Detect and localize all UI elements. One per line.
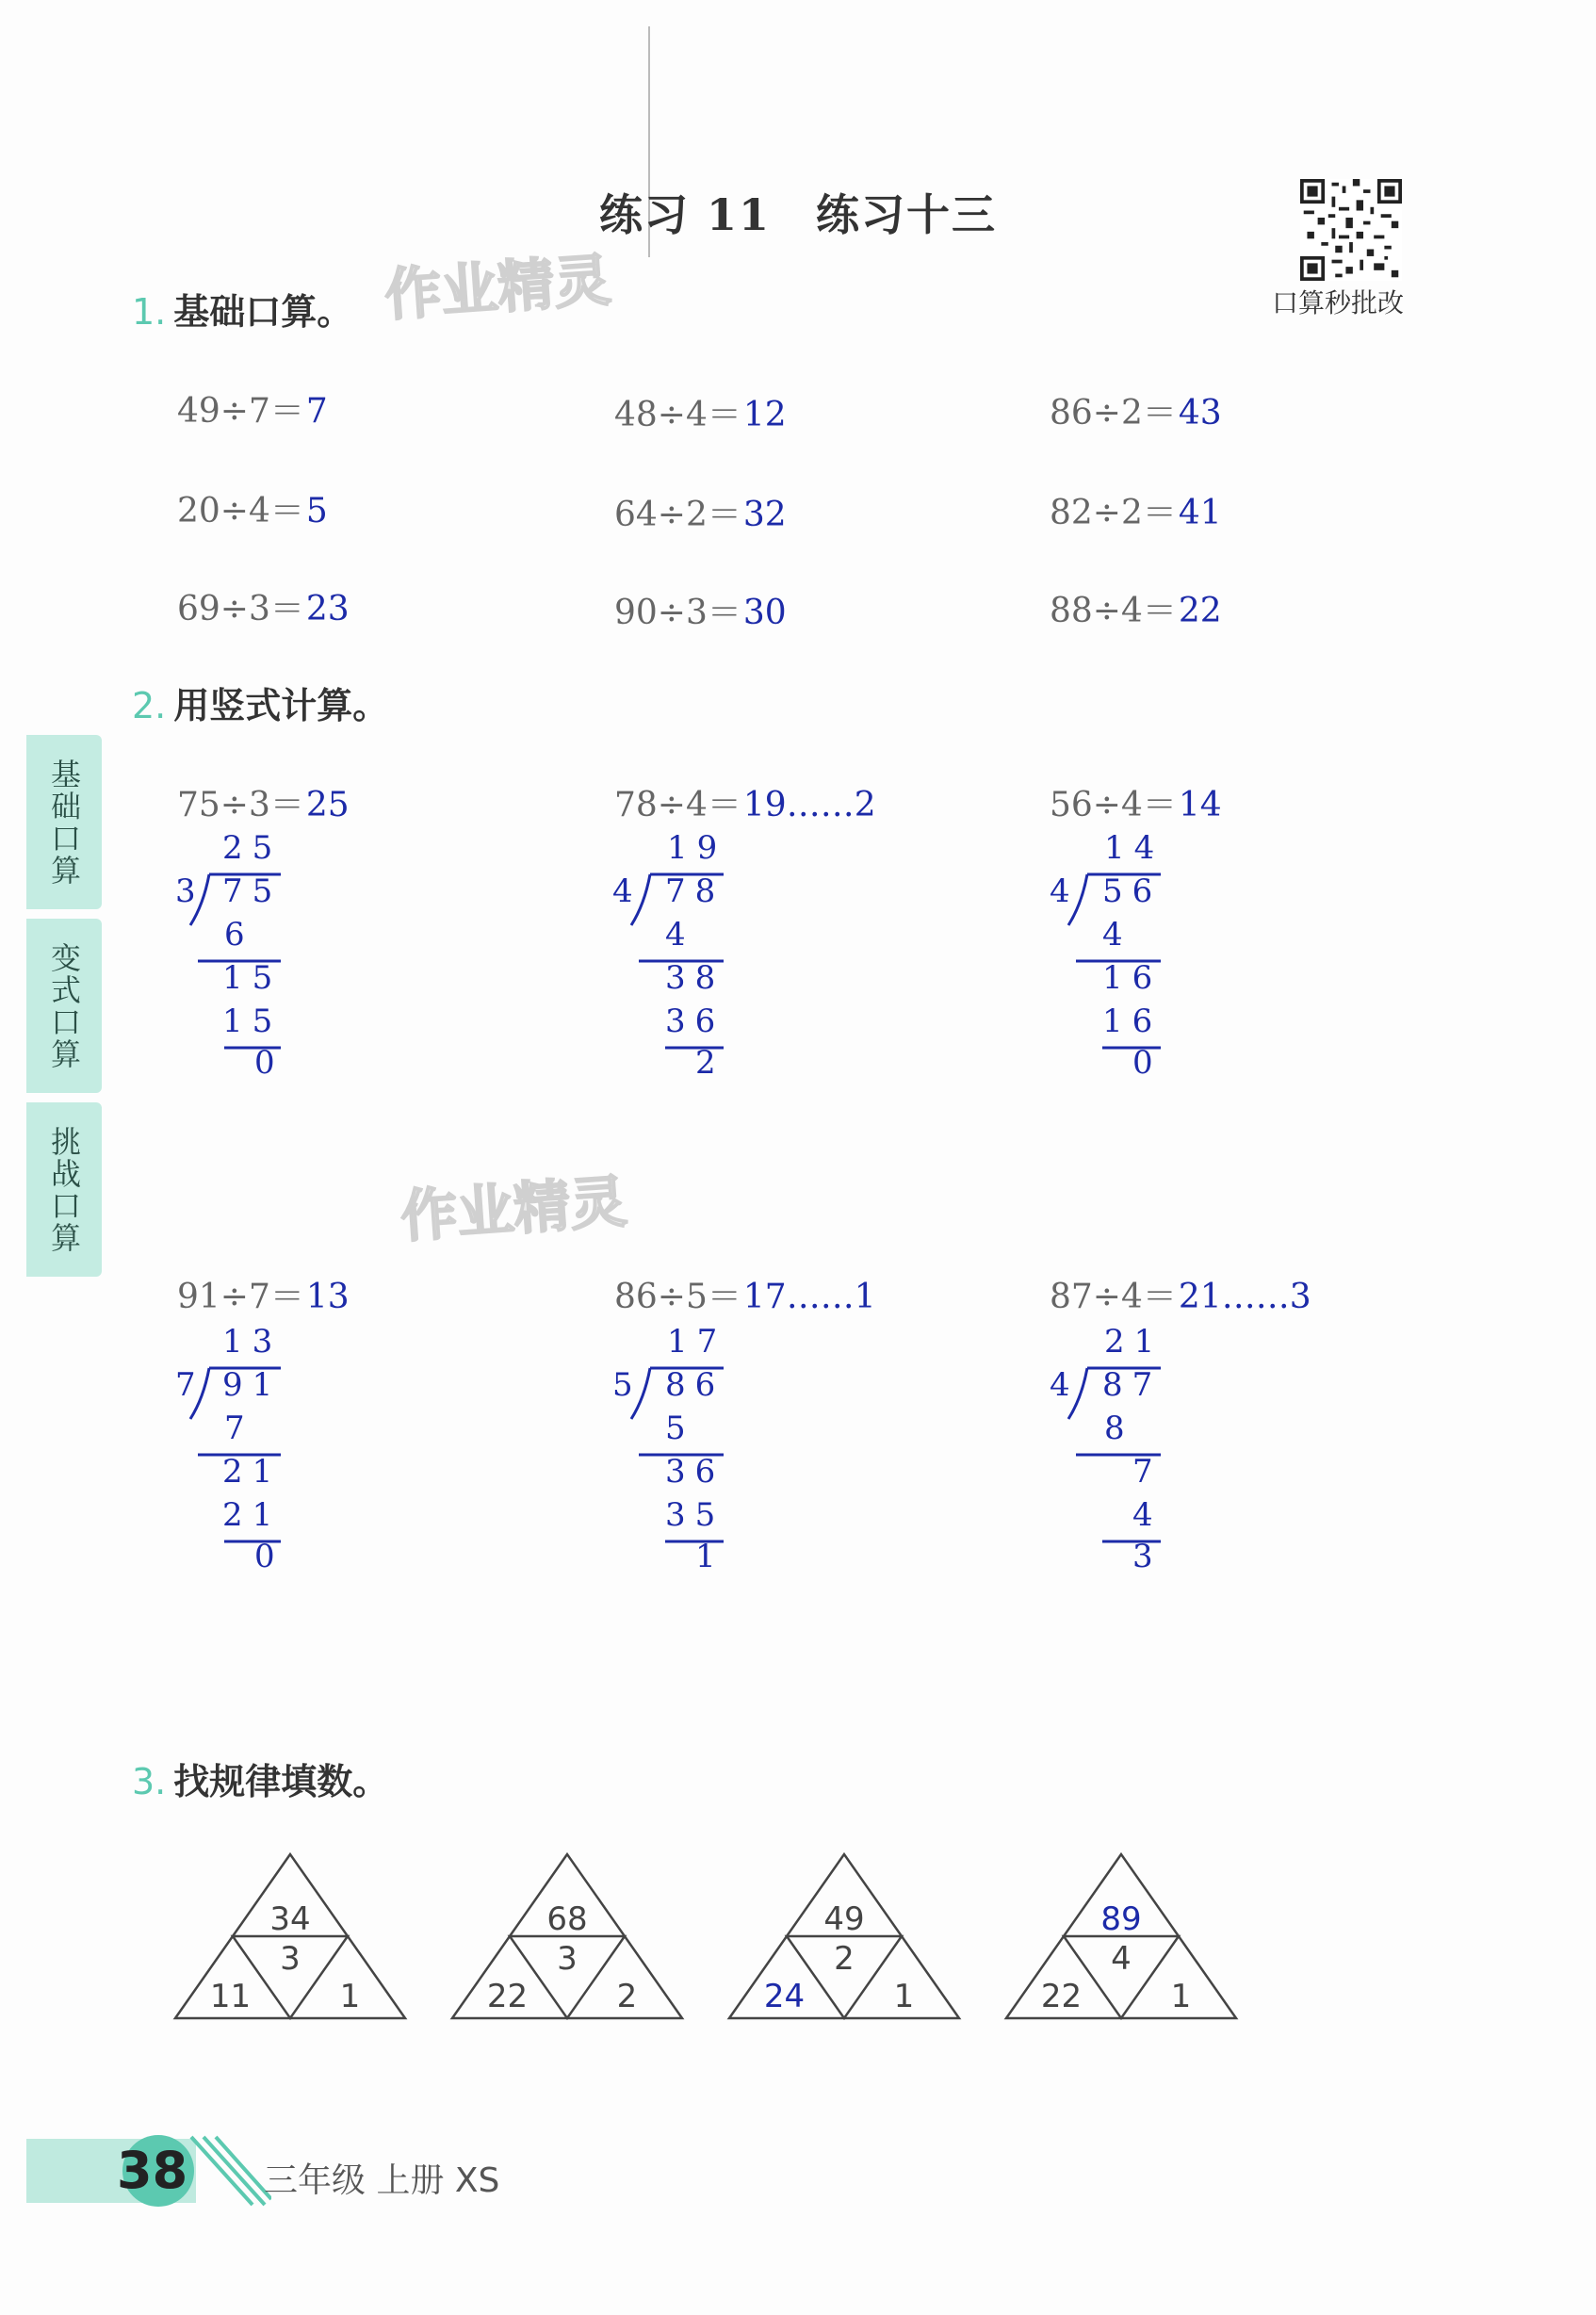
quotient: 14 bbox=[1104, 829, 1164, 867]
division-bracket bbox=[1050, 867, 1295, 1093]
tab-challenge[interactable]: 挑战口算 bbox=[26, 1102, 102, 1277]
remainder: 0 bbox=[1132, 1044, 1163, 1082]
section-title: 用竖式计算。 bbox=[173, 685, 389, 726]
watermark: 作业精灵 bbox=[383, 247, 613, 330]
triangle-top-value: 89 bbox=[1100, 1900, 1142, 1939]
triangle-left-value: 22 bbox=[1040, 1977, 1083, 2015]
triangle-right-value: 1 bbox=[339, 1977, 361, 2015]
dividend: 78 bbox=[665, 872, 725, 910]
divisor: 4 bbox=[612, 872, 643, 910]
quotient: 17 bbox=[667, 1323, 727, 1361]
answer: 43 bbox=[1178, 394, 1222, 432]
divisor: 7 bbox=[175, 1366, 205, 1404]
division-equation: 75÷3＝25 bbox=[177, 786, 350, 824]
step: 21 bbox=[222, 1496, 283, 1534]
triangle-right-value: 1 bbox=[1170, 1977, 1192, 2015]
quotient: 19 bbox=[667, 829, 727, 867]
answer: 14 bbox=[1178, 786, 1222, 824]
answer: 7 bbox=[305, 392, 328, 431]
step: 36 bbox=[665, 1453, 725, 1491]
dividend: 91 bbox=[222, 1366, 283, 1404]
number-triangle bbox=[729, 1854, 959, 2018]
triangle-top-value: 34 bbox=[269, 1900, 311, 1939]
step: 8 bbox=[1104, 1410, 1134, 1447]
triangle-middle-value: 4 bbox=[1111, 1939, 1132, 1978]
qr-label: 口算秒批改 bbox=[1272, 287, 1405, 318]
step: 16 bbox=[1102, 1003, 1163, 1040]
triangle-right-value: 1 bbox=[893, 1977, 915, 2015]
division-equation: 86÷5＝17……1 bbox=[614, 1278, 876, 1316]
dividend: 56 bbox=[1102, 872, 1163, 910]
oral-item: 48÷4＝12 bbox=[614, 396, 787, 434]
remainder: 2 bbox=[695, 1044, 725, 1082]
long-division bbox=[175, 829, 420, 1084]
step: 15 bbox=[222, 1003, 283, 1040]
step: 15 bbox=[222, 959, 283, 997]
step: 4 bbox=[1102, 916, 1132, 954]
answer: 32 bbox=[742, 496, 787, 534]
oral-item: 88÷4＝22 bbox=[1050, 592, 1222, 630]
oral-item: 20÷4＝5 bbox=[177, 492, 328, 530]
divisor: 4 bbox=[1050, 1366, 1080, 1404]
division-equation: 78÷4＝19……2 bbox=[614, 786, 876, 824]
answer: 5 bbox=[305, 492, 328, 530]
divisor: 5 bbox=[612, 1366, 643, 1404]
division-bracket bbox=[1050, 1361, 1295, 1587]
triangle-middle-value: 3 bbox=[557, 1939, 578, 1978]
answer: 13 bbox=[305, 1278, 350, 1316]
answer: 23 bbox=[305, 590, 350, 628]
triangle-right-value: 2 bbox=[616, 1977, 638, 2015]
step: 38 bbox=[665, 959, 725, 997]
triangle-top-value: 49 bbox=[823, 1900, 865, 1939]
section2-heading bbox=[132, 677, 388, 728]
oral-item: 82÷2＝41 bbox=[1050, 494, 1222, 532]
step: 5 bbox=[665, 1410, 695, 1447]
watermark: 作业精灵 bbox=[399, 1168, 629, 1251]
triangle-middle-value: 2 bbox=[834, 1939, 855, 1978]
quotient: 25 bbox=[222, 829, 283, 867]
step: 6 bbox=[224, 916, 254, 954]
step: 7 bbox=[1132, 1453, 1163, 1491]
qr-code-icon bbox=[1296, 179, 1406, 281]
section-title: 基础口算。 bbox=[173, 291, 353, 333]
tab-variant[interactable]: 变式口算 bbox=[26, 919, 102, 1093]
footer-text: 三年级 上册 XS bbox=[264, 2161, 500, 2200]
divisor: 4 bbox=[1050, 872, 1080, 910]
answer: 19……2 bbox=[742, 786, 876, 824]
dividend: 86 bbox=[665, 1366, 725, 1404]
division-bracket bbox=[175, 867, 420, 1093]
answer: 22 bbox=[1178, 592, 1222, 630]
section-number: 2. bbox=[132, 685, 167, 726]
divisor: 3 bbox=[175, 872, 205, 910]
long-division bbox=[1050, 829, 1295, 1084]
oral-item: 86÷2＝43 bbox=[1050, 394, 1222, 432]
division-equation: 91÷7＝13 bbox=[177, 1278, 350, 1316]
triangle-left-value: 22 bbox=[486, 1977, 529, 2015]
answer: 41 bbox=[1178, 494, 1222, 532]
dividend: 75 bbox=[222, 872, 283, 910]
oral-item: 64÷2＝32 bbox=[614, 496, 787, 534]
triangle-left-value: 11 bbox=[209, 1977, 252, 2015]
section-title: 找规律填数。 bbox=[173, 1761, 389, 1802]
quotient: 13 bbox=[222, 1323, 283, 1361]
step: 36 bbox=[665, 1003, 725, 1040]
remainder: 0 bbox=[254, 1044, 285, 1082]
step: 21 bbox=[222, 1453, 283, 1491]
step: 16 bbox=[1102, 959, 1163, 997]
long-division bbox=[1050, 1323, 1295, 1577]
number-triangles bbox=[0, 1847, 1596, 2035]
dividend: 87 bbox=[1102, 1366, 1163, 1404]
page-title: 练习 11 练习十三 bbox=[598, 189, 998, 240]
section-number: 1. bbox=[132, 291, 167, 333]
quotient: 21 bbox=[1104, 1323, 1164, 1361]
step: 4 bbox=[665, 916, 695, 954]
division-bracket bbox=[175, 1361, 420, 1587]
answer: 17……1 bbox=[742, 1278, 876, 1316]
remainder: 0 bbox=[254, 1538, 285, 1575]
tab-basic[interactable]: 基础口算 bbox=[26, 735, 102, 909]
section3-heading bbox=[132, 1753, 388, 1804]
division-equation: 87÷4＝21……3 bbox=[1050, 1278, 1311, 1316]
remainder: 3 bbox=[1132, 1538, 1163, 1575]
long-division bbox=[175, 1323, 420, 1577]
step: 4 bbox=[1132, 1496, 1163, 1534]
remainder: 1 bbox=[695, 1538, 725, 1575]
step: 35 bbox=[665, 1496, 725, 1534]
triangle-middle-value: 3 bbox=[280, 1939, 301, 1978]
oral-item: 69÷3＝23 bbox=[177, 590, 350, 628]
long-division bbox=[612, 1323, 857, 1577]
long-division bbox=[612, 829, 857, 1084]
division-equation: 56÷4＝14 bbox=[1050, 786, 1222, 824]
answer: 21……3 bbox=[1178, 1278, 1311, 1316]
number-triangle bbox=[452, 1854, 682, 2018]
answer: 30 bbox=[742, 594, 787, 632]
number-triangle bbox=[1006, 1854, 1236, 2018]
triangle-left-value: 24 bbox=[763, 1977, 806, 2015]
oral-item: 90÷3＝30 bbox=[614, 594, 787, 632]
triangle-top-value: 68 bbox=[546, 1900, 588, 1939]
division-bracket bbox=[612, 867, 857, 1093]
division-bracket bbox=[612, 1361, 857, 1587]
step: 7 bbox=[224, 1410, 254, 1447]
oral-item: 49÷7＝7 bbox=[177, 392, 328, 431]
section-number: 3. bbox=[132, 1761, 167, 1802]
answer: 25 bbox=[305, 786, 350, 824]
number-triangle bbox=[175, 1854, 405, 2018]
page-number: 38 bbox=[117, 2141, 188, 2200]
section1-heading bbox=[132, 283, 352, 334]
side-tabs bbox=[26, 735, 102, 1277]
answer: 12 bbox=[742, 396, 787, 434]
